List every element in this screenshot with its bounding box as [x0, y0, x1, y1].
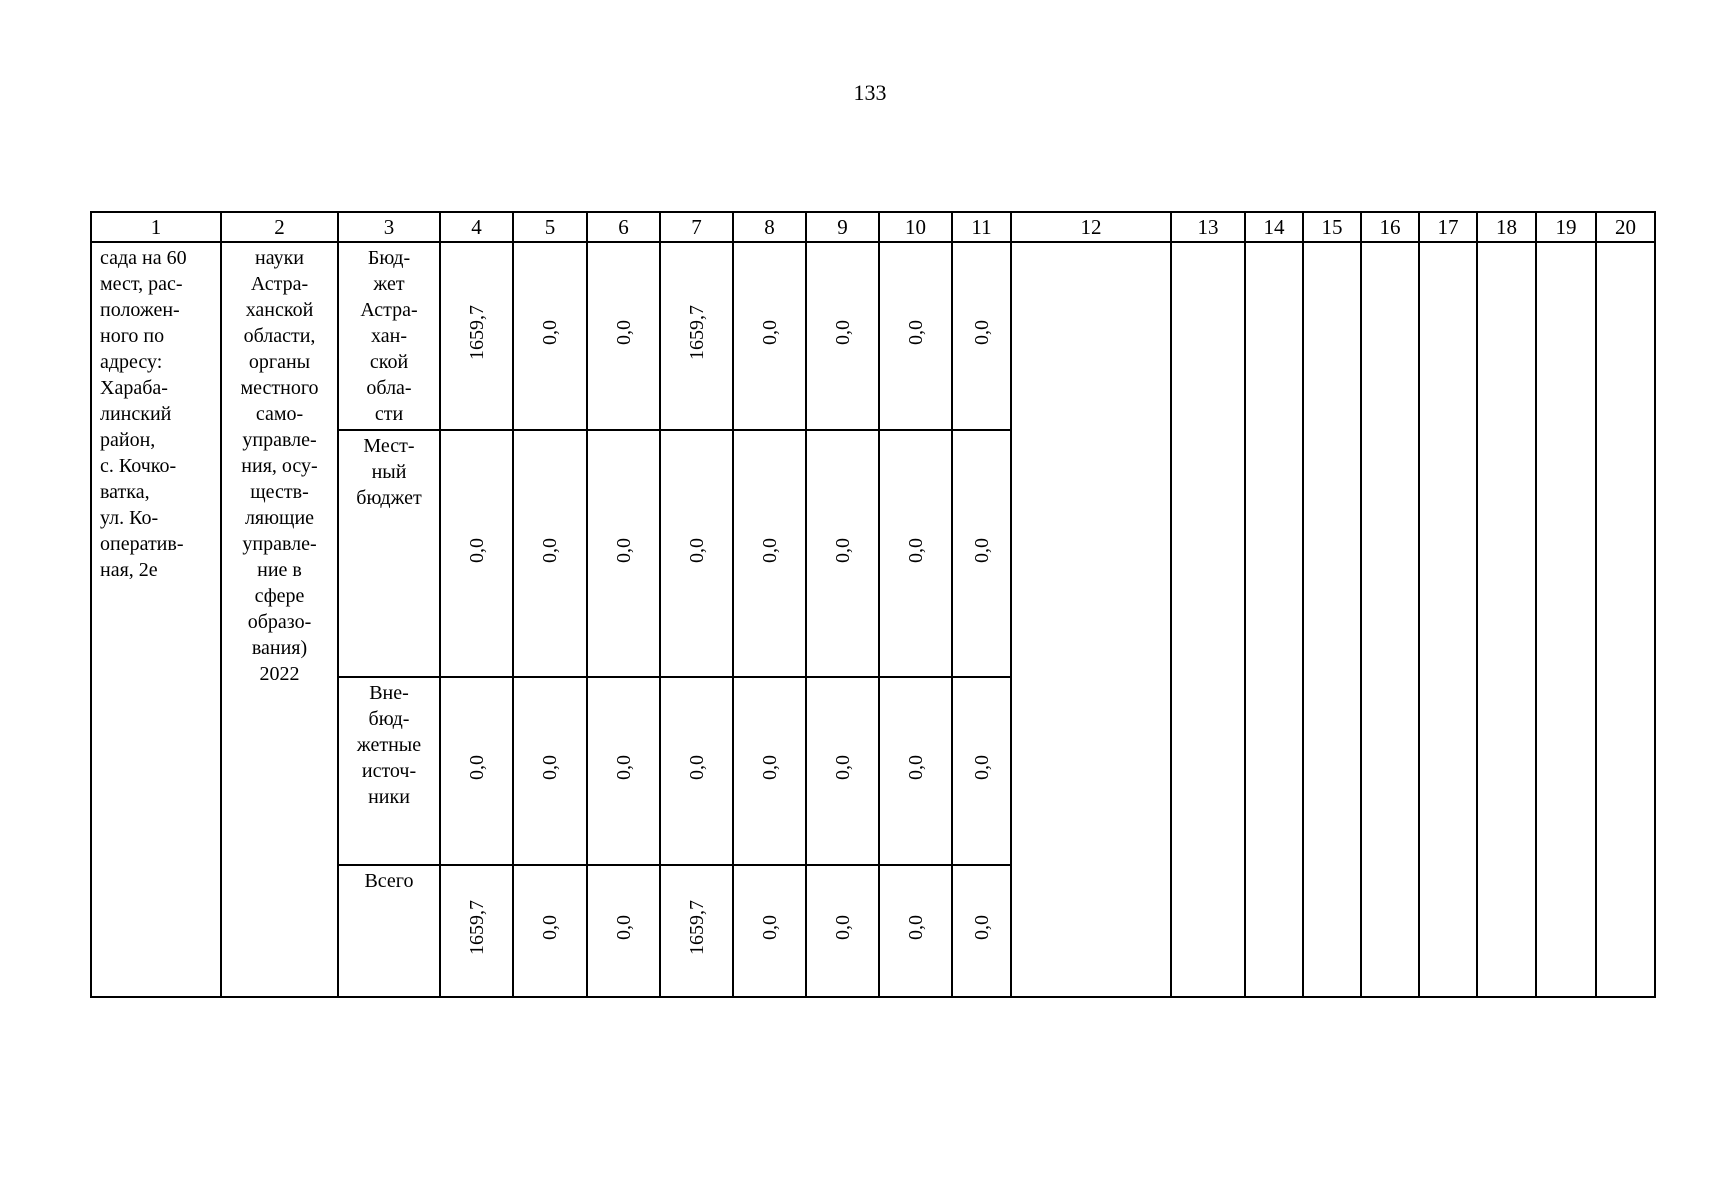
column-header-18: 18	[1477, 212, 1536, 242]
column-header-3: 3	[338, 212, 440, 242]
responsible-line: органы	[248, 351, 311, 373]
value-cell-col-5	[513, 242, 587, 430]
object-description-line: с. Кочко-	[100, 455, 177, 477]
page-number: 133	[853, 80, 887, 105]
funding-source-line: Астра-	[360, 299, 418, 321]
object-description-line: ного по	[100, 325, 165, 347]
value-cell-col-6	[587, 430, 660, 677]
value-cell-col-6	[587, 242, 660, 430]
value-cell-col-5	[513, 430, 587, 677]
value-text: 0,0	[904, 537, 927, 563]
value-cell-col-9	[806, 865, 879, 997]
responsible-line: области,	[243, 325, 316, 347]
value-cell-col-7	[660, 430, 733, 677]
object-description-line: ная, 2е	[100, 559, 158, 581]
value-text: 1659,7	[685, 900, 708, 955]
responsible-line: образо-	[247, 611, 312, 633]
value-text: 0,0	[465, 755, 488, 780]
column-header-19: 19	[1536, 212, 1596, 242]
column-header-7: 7	[660, 212, 733, 242]
funding-source-line: бюд-	[368, 708, 410, 730]
column-header-10: 10	[879, 212, 952, 242]
empty-cell-14	[1245, 242, 1303, 997]
object-description-line: линский	[100, 403, 172, 425]
value-cell-col-11	[952, 242, 1011, 430]
object-description-cell	[91, 242, 221, 997]
value-cell-col-11	[952, 865, 1011, 997]
funding-source-line: жет	[373, 273, 405, 295]
value-cell-col-6	[587, 677, 660, 865]
value-text: 0,0	[539, 537, 561, 563]
column-header-11: 11	[952, 212, 1011, 242]
column-header-2: 2	[221, 212, 338, 242]
empty-cell-19	[1536, 242, 1596, 997]
funding-source-line: хан-	[371, 325, 407, 347]
value-cell-col-7	[660, 242, 733, 430]
responsible-line: сфере	[254, 585, 305, 607]
responsible-line: ществ-	[250, 481, 309, 503]
value-cell-col-5	[513, 865, 587, 997]
funding-source-line: Вне-	[369, 682, 409, 704]
object-description-line: сада на 60	[100, 247, 187, 269]
value-cell-col-10	[879, 430, 952, 677]
empty-cell-13	[1171, 242, 1245, 997]
responsible-line: Астра-	[250, 273, 309, 295]
object-description-line: район,	[100, 429, 156, 451]
value-text: 0,0	[970, 320, 993, 345]
value-cell-col-9	[806, 242, 879, 430]
value-text: 0,0	[539, 915, 561, 940]
value-cell-col-4	[440, 677, 513, 865]
funding-source-line: источ-	[361, 760, 417, 782]
value-text: 0,0	[970, 537, 993, 563]
column-header-8: 8	[733, 212, 806, 242]
value-text: 0,0	[685, 755, 708, 780]
column-header-4: 4	[440, 212, 513, 242]
value-text: 0,0	[831, 320, 854, 345]
value-cell-col-8	[733, 677, 806, 865]
object-description-line: положен-	[100, 299, 180, 321]
object-description-line: ватка,	[100, 481, 150, 503]
empty-cell-15	[1303, 242, 1361, 997]
value-text: 0,0	[539, 755, 561, 780]
value-cell-col-5	[513, 677, 587, 865]
funding-source-line: Всего	[364, 870, 414, 892]
value-text: 0,0	[904, 755, 927, 780]
funding-source-line: ники	[368, 786, 410, 808]
responsible-line: само-	[255, 403, 304, 425]
object-description-line: адресу:	[100, 351, 163, 373]
value-cell-col-7	[660, 865, 733, 997]
value-cell-col-11	[952, 430, 1011, 677]
value-cell-col-6	[587, 865, 660, 997]
object-description-line: оператив-	[100, 533, 184, 555]
responsible-cell	[221, 242, 338, 997]
column-header-12: 12	[1011, 212, 1171, 242]
value-cell-col-4	[440, 865, 513, 997]
value-cell-col-9	[806, 430, 879, 677]
value-cell-col-10	[879, 865, 952, 997]
value-text: 0,0	[970, 915, 993, 940]
funding-source-line: Мест-	[363, 435, 415, 457]
value-cell-col-8	[733, 430, 806, 677]
value-text: 0,0	[758, 915, 781, 940]
funding-source-line: обла-	[366, 377, 412, 399]
value-text: 1659,7	[465, 900, 488, 955]
object-description-line: Хараба-	[100, 377, 168, 399]
value-text: 1659,7	[685, 305, 708, 360]
table-row	[91, 242, 1655, 430]
value-text: 0,0	[465, 537, 488, 563]
value-text: 0,0	[970, 755, 993, 780]
responsible-line: науки	[255, 247, 304, 269]
value-text: 0,0	[831, 755, 854, 780]
column-header-14: 14	[1245, 212, 1303, 242]
column-header-16: 16	[1361, 212, 1419, 242]
responsible-line: управле-	[242, 533, 317, 555]
funding-source-line: ный	[371, 461, 407, 483]
funding-source-line: ской	[369, 351, 409, 373]
column-header-17: 17	[1419, 212, 1477, 242]
funding-source-cell	[338, 242, 440, 430]
header-row	[91, 212, 1655, 242]
value-cell-col-10	[879, 242, 952, 430]
value-cell-col-8	[733, 865, 806, 997]
value-cell-col-9	[806, 677, 879, 865]
responsible-line: 2022	[259, 663, 300, 685]
responsible-line: ния, осу-	[241, 455, 318, 477]
column-header-20: 20	[1596, 212, 1655, 242]
column-header-15: 15	[1303, 212, 1361, 242]
value-text: 0,0	[685, 537, 708, 563]
funding-source-cell	[338, 677, 440, 865]
value-text: 0,0	[758, 320, 781, 345]
value-text: 0,0	[904, 915, 927, 940]
value-text: 0,0	[612, 755, 635, 780]
value-text: 0,0	[612, 320, 635, 345]
column-header-5: 5	[513, 212, 587, 242]
funding-source-cell	[338, 865, 440, 997]
value-text: 0,0	[612, 537, 635, 563]
value-text: 1659,7	[465, 305, 488, 360]
funding-source-line: Бюд-	[367, 247, 411, 269]
value-text: 0,0	[831, 915, 854, 940]
funding-source-line: бюджет	[356, 487, 422, 509]
empty-cell-18	[1477, 242, 1536, 997]
responsible-line: управле-	[242, 429, 317, 451]
empty-cell-12	[1011, 242, 1171, 997]
responsible-line: вания)	[251, 637, 308, 659]
empty-cell-17	[1419, 242, 1477, 997]
budget-table	[90, 211, 1656, 998]
value-cell-col-7	[660, 677, 733, 865]
column-header-13: 13	[1171, 212, 1245, 242]
value-text: 0,0	[539, 320, 561, 345]
funding-source-line: жетные	[356, 734, 422, 756]
value-cell-col-11	[952, 677, 1011, 865]
column-header-9: 9	[806, 212, 879, 242]
funding-source-line: сти	[374, 403, 404, 425]
responsible-line: местного	[240, 377, 319, 399]
empty-cell-16	[1361, 242, 1419, 997]
value-text: 0,0	[612, 915, 635, 940]
object-description-line: ул. Ко-	[100, 507, 159, 529]
value-cell-col-10	[879, 677, 952, 865]
value-text: 0,0	[904, 320, 927, 345]
responsible-line: ляющие	[244, 507, 315, 529]
value-text: 0,0	[758, 755, 781, 780]
responsible-line: ханской	[245, 299, 314, 321]
value-text: 0,0	[758, 537, 781, 563]
value-cell-col-4	[440, 242, 513, 430]
object-description-line: мест, рас-	[100, 273, 183, 295]
funding-source-cell	[338, 430, 440, 677]
column-header-6: 6	[587, 212, 660, 242]
empty-cell-20	[1596, 242, 1655, 997]
value-cell-col-4	[440, 430, 513, 677]
column-header-1: 1	[91, 212, 221, 242]
responsible-line: ние в	[257, 559, 302, 581]
value-text: 0,0	[831, 537, 854, 563]
value-cell-col-8	[733, 242, 806, 430]
